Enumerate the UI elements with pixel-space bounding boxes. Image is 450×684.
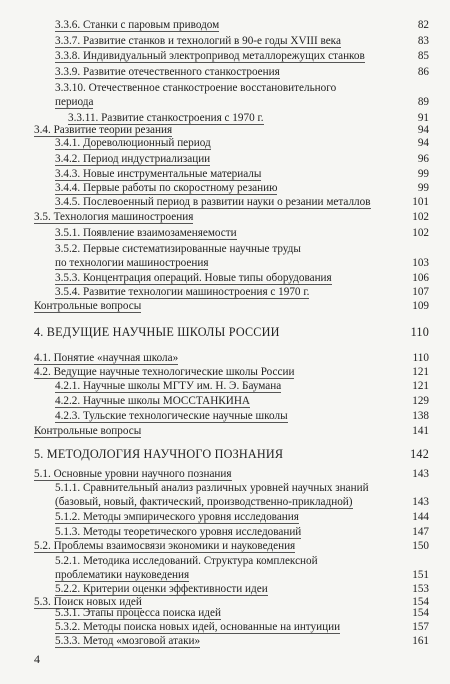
toc-row-3-5 bbox=[34, 211, 429, 224]
toc-entry-text: 3.4.4. Первые работы по скоростному резанию bbox=[55, 182, 278, 195]
toc-row-3-4-4 bbox=[55, 182, 429, 195]
toc-row-4-1 bbox=[34, 352, 429, 365]
toc-entry-text: периода bbox=[55, 96, 94, 109]
toc-row-3-3-10b bbox=[55, 96, 429, 109]
toc-entry-page: 151 bbox=[412, 569, 429, 582]
toc-row-3-4-3 bbox=[55, 168, 429, 181]
toc-row-control-1 bbox=[34, 300, 429, 313]
toc-entry-page: 99 bbox=[417, 182, 429, 195]
toc-row-5-2 bbox=[34, 540, 429, 553]
toc-entry-page: 89 bbox=[417, 96, 429, 109]
toc-entry-text: Контрольные вопросы bbox=[34, 300, 142, 313]
toc-entry-page: 150 bbox=[412, 540, 429, 553]
toc-entry-page: 147 bbox=[412, 526, 429, 539]
toc-entry-page: 109 bbox=[412, 300, 429, 313]
toc-entry-text: 5.3.3. Метод «мозговой атаки» bbox=[55, 635, 201, 647]
toc-entry-page: 107 bbox=[412, 286, 429, 299]
toc-entry-page: 143 bbox=[412, 496, 429, 509]
toc-row-3-5-2a bbox=[55, 243, 429, 256]
toc-entry-text: 3.5.1. Появление взаимозаменяемости bbox=[55, 227, 237, 240]
toc-entry-text: 5.3.1. Этапы процесса поиска идей bbox=[55, 607, 221, 619]
toc-entry-text: 3.3.10. Отечественное станкостроение восстановительного bbox=[55, 82, 337, 95]
toc-entry-page: 96 bbox=[417, 153, 429, 166]
toc-row-5-2-1b bbox=[55, 569, 429, 582]
toc-entry-page: 106 bbox=[412, 272, 429, 285]
toc-entry-text: 3.4.5. Послевоенный период в развитии науки о резании металлов bbox=[55, 196, 371, 209]
toc-row-5-1-1b bbox=[55, 496, 429, 509]
toc-entry-text: 4.2. Ведущие научные технологические школы России bbox=[34, 365, 295, 378]
toc-row-3-5-2b bbox=[55, 257, 429, 270]
toc-row-3-5-1 bbox=[55, 227, 429, 240]
toc-entry-page: 129 bbox=[412, 394, 429, 407]
toc-row-3-4 bbox=[34, 124, 429, 137]
toc-row-3-4-2 bbox=[55, 153, 429, 166]
toc-entry-text: проблематики науковедения bbox=[55, 569, 190, 582]
page-number: 4 bbox=[34, 652, 40, 666]
toc-row-3-3-9 bbox=[55, 66, 429, 79]
toc-entry-page: 91 bbox=[417, 112, 429, 125]
toc-entry-text: 5.2.1. Методика исследований. Структура комплексной bbox=[55, 555, 318, 568]
toc-entry-page: 110 bbox=[410, 325, 429, 340]
toc-entry-text: 5.1.3. Методы теоретического уровня исследований bbox=[55, 526, 302, 539]
toc-row-4-2-2 bbox=[55, 395, 429, 408]
toc-entry-text: 5.2. Проблемы взаимосвязи экономики и науковедения bbox=[34, 540, 296, 553]
toc-row-5-3-1 bbox=[55, 607, 429, 620]
toc-entry-text: 5.1.1. Сравнительный анализ различных уровней научных знаний bbox=[55, 482, 369, 495]
toc-entry-page: 94 bbox=[417, 137, 429, 150]
toc-entry-page: 102 bbox=[412, 227, 429, 240]
toc-entry-text: 4. ВЕДУЩИЕ НАУЧНЫЕ ШКОЛЫ РОССИИ bbox=[34, 326, 280, 340]
toc-entry-text: 3.3.7. Развитие станков и технологий в 90-е годы XVIII века bbox=[55, 34, 341, 47]
toc-entry-text: 3.5. Технология машиностроения bbox=[34, 211, 194, 224]
toc-entry-text: по технологии машиностроения bbox=[55, 257, 209, 270]
toc-entry-page: 121 bbox=[412, 379, 429, 392]
toc-entry-text: 3.3.11. Развитие станкостроения с 1970 г. bbox=[68, 112, 264, 125]
toc-entry-page: 101 bbox=[412, 196, 429, 209]
toc-row-3-3-11 bbox=[68, 112, 429, 125]
toc-entry-text: 5.3. Поиск новых идей bbox=[34, 595, 142, 608]
toc-entry-text: 3.3.9. Развитие отечественного станкостроения bbox=[55, 66, 280, 79]
toc-entry-text: 5. МЕТОДОЛОГИЯ НАУЧНОГО ПОЗНАНИЯ bbox=[34, 447, 284, 461]
toc-row-3-5-3 bbox=[55, 272, 429, 285]
toc-entry-page: 94 bbox=[417, 124, 429, 137]
toc-entry-page: 102 bbox=[412, 211, 429, 224]
toc-entry-page: 110 bbox=[412, 351, 429, 364]
toc-row-5-1 bbox=[34, 468, 429, 481]
toc-row-3-5-4 bbox=[55, 286, 429, 299]
toc-entry-text: 3.4.3. Новые инструментальные материалы bbox=[55, 168, 262, 181]
toc-entry-text: 3.5.4. Развитие технологии машиностроения с 1970 г. bbox=[55, 286, 310, 299]
toc-entry-page: 143 bbox=[412, 467, 429, 480]
toc-entry-text: 4.1. Понятие «научная школа» bbox=[34, 351, 179, 364]
toc-row-chapter-4 bbox=[34, 326, 429, 339]
toc-entry-text: (базовый, новый, фактический, производственно-прикладной) bbox=[55, 496, 353, 509]
toc-row-3-3-6 bbox=[55, 19, 429, 32]
toc-entry-text: 5.1. Основные уровни научного познания bbox=[34, 467, 232, 480]
toc-row-5-2-2 bbox=[55, 583, 429, 596]
toc-entry-page: 83 bbox=[417, 34, 429, 47]
toc-row-5-3-3 bbox=[55, 635, 429, 648]
toc-row-5-1-1a bbox=[55, 482, 429, 495]
toc-entry-page: 99 bbox=[417, 168, 429, 181]
toc-row-3-3-10a bbox=[55, 82, 429, 95]
toc-entry-text: 4.2.2. Научные школы МОССТАНКИНА bbox=[55, 394, 250, 407]
toc-entry-page: 144 bbox=[412, 511, 429, 524]
toc-row-4-2 bbox=[34, 366, 429, 379]
toc-entry-text: 4.2.1. Научные школы МГТУ им. Н. Э. Баумана bbox=[55, 379, 282, 392]
toc-entry-text: 3.4. Развитие теории резания bbox=[34, 124, 173, 137]
toc-entry-text: Контрольные вопросы bbox=[34, 425, 142, 438]
toc-entry-page: 154 bbox=[412, 607, 429, 619]
toc-row-5-1-3 bbox=[55, 526, 429, 539]
toc-entry-text: 5.2.2. Критерии оценки эффективности идеи bbox=[55, 583, 268, 596]
toc-entry-text: 3.4.2. Период индустриализации bbox=[55, 153, 211, 166]
toc-entry-page: 154 bbox=[412, 595, 429, 608]
toc-entry-text: 3.5.2. Первые систематизированные научные труды bbox=[55, 243, 301, 256]
toc-row-5-1-2 bbox=[55, 511, 429, 524]
toc-entry-page: 141 bbox=[412, 425, 429, 438]
toc-row-control-2 bbox=[34, 425, 429, 438]
toc-entry-page: 82 bbox=[417, 18, 429, 31]
toc-entry-text: 3.5.3. Концентрация операций. Новые типы оборудования bbox=[55, 272, 332, 285]
toc-entry-text: 3.4.1. Дореволюционный период bbox=[55, 137, 211, 150]
toc-entry-page: 85 bbox=[417, 50, 429, 63]
toc-entry-text: 3.3.6. Станки с паровым приводом bbox=[55, 18, 220, 31]
toc-entry-text: 5.3.2. Методы поиска новых идей, основанные на интуиции bbox=[55, 621, 341, 633]
toc-row-3-3-7 bbox=[55, 35, 429, 48]
toc-row-4-2-1 bbox=[55, 380, 429, 393]
toc-row-chapter-5 bbox=[34, 448, 429, 461]
toc-entry-page: 121 bbox=[412, 365, 429, 378]
toc-row-3-4-1 bbox=[55, 137, 429, 150]
toc-row-3-3-8 bbox=[55, 50, 429, 63]
toc-row-4-2-3 bbox=[55, 410, 429, 423]
toc-entry-page: 103 bbox=[412, 257, 429, 270]
toc-row-5-2-1a bbox=[55, 555, 429, 568]
toc-entry-page: 153 bbox=[412, 583, 429, 596]
toc-entry-page: 157 bbox=[412, 621, 429, 633]
toc-entry-text: 3.3.8. Индивидуальный электропривод металлорежущих станков bbox=[55, 50, 365, 63]
toc-row-5-3-2 bbox=[55, 621, 429, 634]
toc-entry-text: 4.2.3. Тульские технологические научные школы bbox=[55, 410, 288, 423]
toc-entry-page: 138 bbox=[412, 410, 429, 423]
toc-entry-text: 5.1.2. Методы эмпирического уровня исследования bbox=[55, 511, 299, 524]
toc-row-3-4-5 bbox=[55, 196, 429, 209]
toc-entry-page: 142 bbox=[410, 446, 429, 461]
toc-entry-page: 161 bbox=[412, 635, 429, 647]
toc-entry-page: 86 bbox=[417, 66, 429, 79]
